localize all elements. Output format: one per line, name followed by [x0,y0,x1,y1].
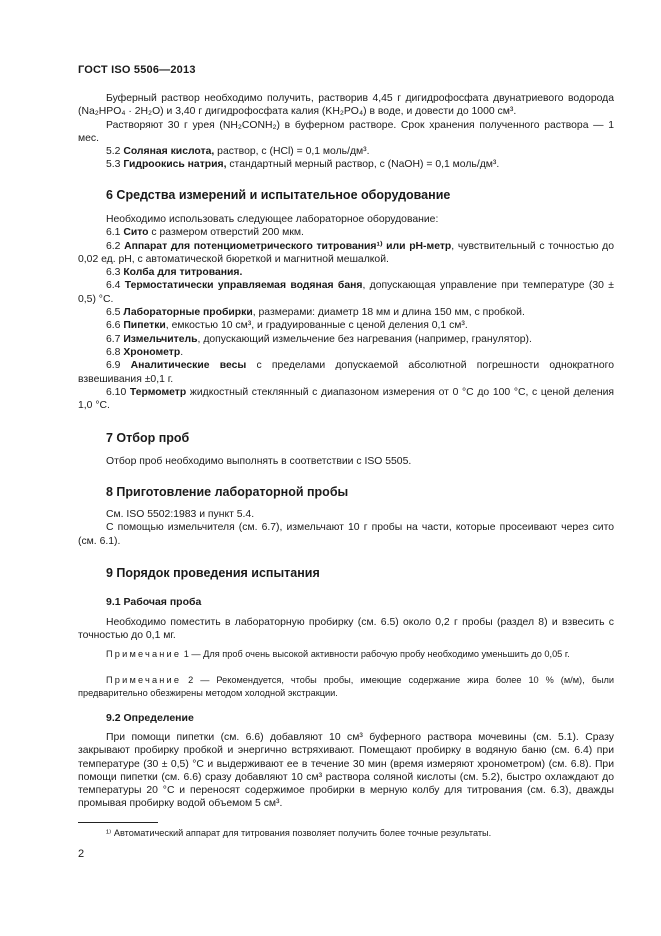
reagents-block [78,92,614,172]
equipment-item-text: , размерами: диаметр 18 мм и длина 150 мм, с пробкой. [252,307,525,319]
equipment-item-name: Колба для титрования. [123,267,243,279]
section-8-title: 8 Приготовление лабораторной пробы [106,485,349,499]
subsection-9-2-body [78,731,614,811]
section-7-body [78,455,614,468]
equipment-item-name: Аппарат для потенциометрического титрования¹⁾ или pH-метр [124,240,452,252]
note-2-label: Примечание [106,675,182,685]
equipment-item [78,306,614,319]
equipment-item [78,333,614,346]
equipment-item-text: жидкостный стеклянный с диапазоном измерения от 0 °C до 100 °C, с ценой деления 1,0 °C. [78,386,614,412]
equipment-item [78,279,614,306]
equipment-item-name: Хронометр [123,346,181,358]
section-8-body [78,508,614,548]
equipment-item [78,359,614,386]
note-2 [78,674,614,699]
note-1-text: 1 — Для проб очень высокой активности рабочую пробу необходимо уменьшить до 0,05 г. [183,649,570,659]
equipment-item [78,346,614,359]
equipment-item-name: Термостатически управляемая водяная баня [124,280,363,292]
equipment-item-name: Пипетки [123,320,166,332]
equipment-item [78,386,614,413]
equipment-item-name: Аналитические весы [130,360,247,372]
equipment-item-number: 6.10 [106,386,127,398]
footnote: ¹⁾ Автоматический аппарат для титрования позволяет получить более точные результаты. [106,828,492,838]
equipment-item-name: Сито [123,227,149,239]
subsection-9-1-text: Необходимо поместить в лабораторную пробирку (см. 6.5) около 0,2 г пробы (раздел 8) и взвесить с точностью до 0,1 мг. [78,617,614,642]
document-header: ГОСТ ISO 5506—2013 [78,64,196,76]
equipment-item [78,240,614,267]
equipment-item-number: 6.3 [106,267,121,279]
page-number: 2 [78,848,85,860]
equipment-item-text: , допускающая управление при температуре (30 ± 0,5) °C. [78,280,614,305]
equipment-item-text: , чувствительный с точностью до 0,02 ед. pH, с автоматической бюреткой и магнитной мешалкой. [78,240,615,265]
equipment-item-number: 6.1 [106,227,121,239]
subsection-9-2-title: 9.2 Определение [106,712,194,724]
equipment-item-text: , допускающий измельчение без нагревания (например, гранулятор). [197,333,532,345]
section-6-title: 6 Средства измерений и испытательное оборудование [106,188,451,202]
equipment-item-text: . [180,346,184,358]
equipment-item-number: 6.2 [106,240,121,252]
section-8-paragraph-1: См. ISO 5502:1983 и пункт 5.4. [106,509,255,520]
section-6-body [78,213,614,412]
subsection-9-2-text: При помощи пипетки (см. 6.6) добавляют 10 см³ буферного раствора мочевины (см. 5.1). Сразу закрывают пробирку пробкой и энергично встряхивают. Помещают пробирку в водяную баню (см. 6.4) при температуре (30 ± 0,5) °C и выдерживают ее в течение 30 мин (время измеряют хронометром) (см. 6.8). При помощи пипетки (см. 6.6) сразу добавляют 10 см³ раствора соляной кислоты (см. 5.2), быстро охлаждают до температуры 20 °C и переносят содержимое пробирки в мерную колбу для титрования (см. 6.3), дважды промывая пробирку водой объемом 5 см³. [78,732,614,810]
note-1 [78,648,614,661]
equipment-item-text: с пределами допускаемой абсолютной погрешности однократного взвешивания ±0,1 г. [78,360,614,385]
equipment-item-text: , емкостью 10 см³, и градуированные с ценой деления 0,1 см³. [165,320,468,332]
note-2-text: 2 — Рекомендуется, чтобы пробы, имеющие содержание жира более 10 % (м/м), были предварительно обезжирены методом холодной экстракции. [78,675,614,698]
equipment-item [78,319,614,332]
buffer-paragraph-2: Растворяют 30 г урея (NH₂CONH₂) в буферном растворе. Срок хранения полученного раствора — 1 мес. [78,119,614,144]
equipment-item-name: Лабораторные пробирки [123,307,253,319]
section-9-title: 9 Порядок проведения испытания [106,566,320,580]
equipment-item-text: с размером отверстий 200 мкм. [148,227,304,239]
footnote-rule [78,822,158,823]
equipment-item-number: 6.5 [106,307,121,319]
section-8-paragraph-2: С помощью измельчителя (см. 6.7), измельчают 10 г пробы на части, которые просеивают через сито (см. 6.1). [78,522,614,547]
equipment-item-name: Термометр [129,386,187,398]
item-5-2: 5.2 Соляная кислота, раствор, c (HCl) = 0,1 моль/дм³. [106,146,370,158]
equipment-item [78,266,614,279]
section-6-lead: Необходимо использовать следующее лабораторное оборудование: [106,214,439,225]
note-1-label: Примечание [106,649,182,659]
equipment-item-number: 6.4 [106,280,121,292]
equipment-item-number: 6.8 [106,346,121,358]
equipment-item [78,226,614,239]
subsection-9-1-title: 9.1 Рабочая проба [106,596,202,608]
item-5-3: 5.3 Гидроокись натрия, стандартный мерный раствор, c (NaOH) = 0,1 моль/дм³. [106,159,500,171]
equipment-item-name: Измельчитель [123,333,198,345]
equipment-item-number: 6.7 [106,333,121,345]
section-7-title: 7 Отбор проб [106,431,190,445]
buffer-paragraph-1: Буферный раствор необходимо получить, растворив 4,45 г дигидрофосфата двунатриевого водорода (Na₂HPO₄ · 2H₂O) и 3,40 г дигидрофосфата калия (KH₂PO₄) в воде, и довести до 1000 см³. [78,93,614,118]
equipment-item-number: 6.6 [106,320,121,332]
section-7-text: Отбор проб необходимо выполнять в соответствии с ISO 5505. [106,456,412,467]
equipment-item-number: 6.9 [106,360,121,372]
subsection-9-1-body [78,616,614,643]
